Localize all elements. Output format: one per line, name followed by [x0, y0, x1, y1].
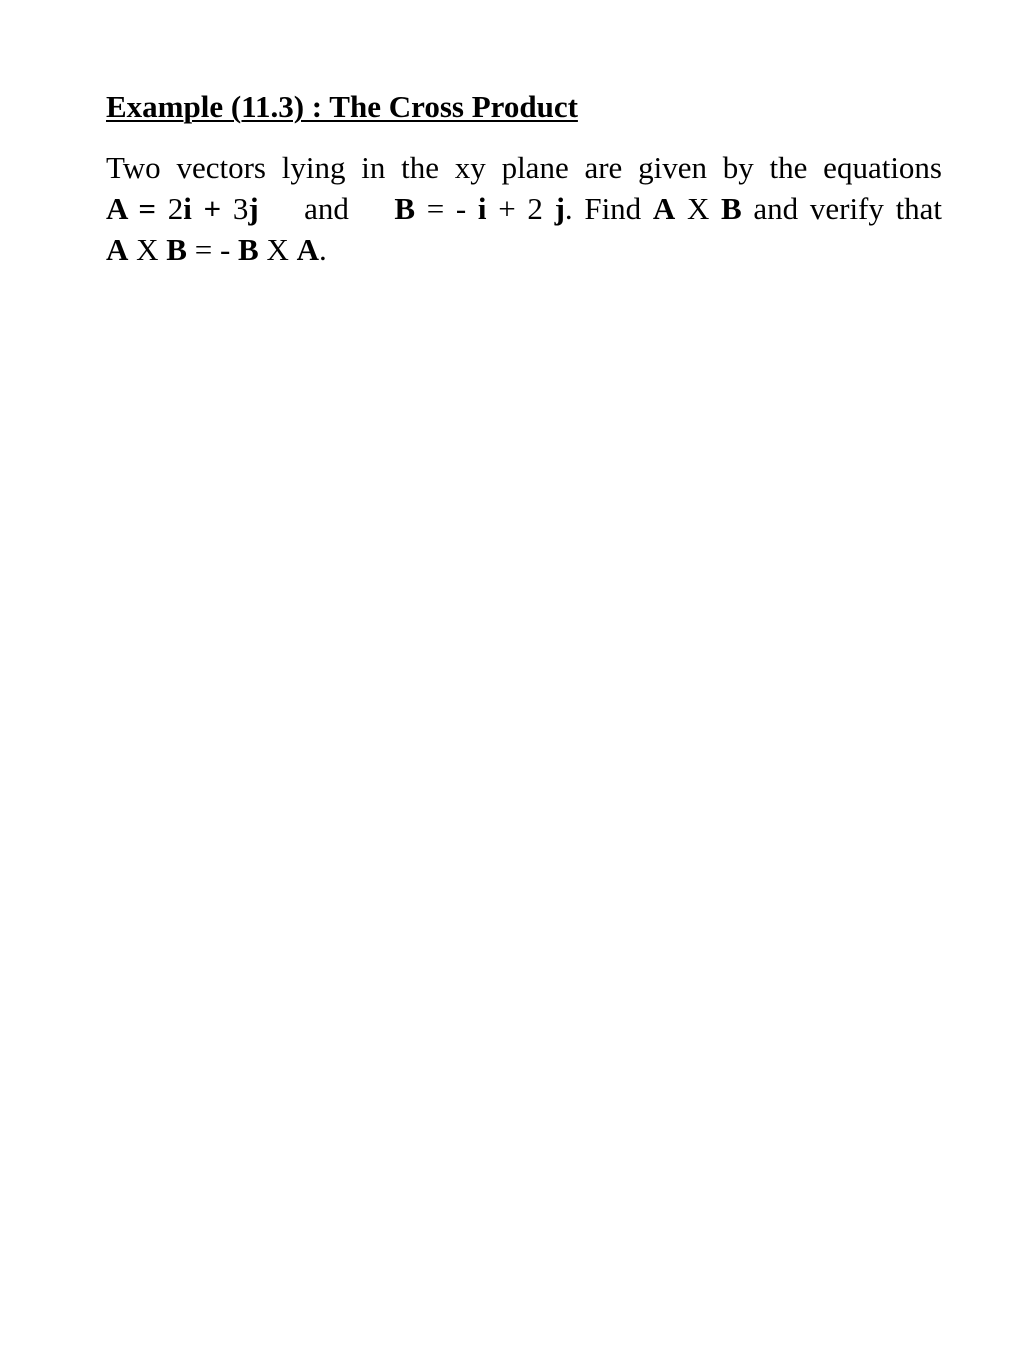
- cross-symbol: X: [675, 191, 722, 226]
- cross-symbol: X: [258, 232, 297, 267]
- plus-sign: +: [191, 191, 233, 226]
- vector-b-symbol: B: [721, 191, 742, 226]
- and-word: and: [304, 191, 349, 226]
- statement-line-1: Two vectors lying in the xy plane are given by the equations: [106, 150, 942, 185]
- vector-a-symbol: A: [106, 232, 129, 267]
- vector-b-symbol: B: [166, 232, 187, 267]
- document-page: [106, 86, 942, 270]
- unit-vector-j: j: [248, 191, 259, 226]
- unit-vector-i: i: [477, 191, 487, 226]
- problem-statement: [106, 147, 942, 270]
- find-text: . Find: [564, 191, 653, 226]
- statement-line-2: [106, 188, 942, 229]
- unit-vector-i: i: [183, 191, 192, 226]
- vector-a-symbol: A: [106, 191, 127, 226]
- vector-a-symbol: A: [296, 232, 319, 267]
- equals-sign: =: [126, 191, 168, 226]
- equals-minus: = -: [415, 191, 478, 226]
- verify-text: and verify that: [741, 191, 943, 226]
- coefficient-2: 2: [167, 191, 184, 226]
- unit-vector-j: j: [554, 191, 565, 226]
- cross-symbol: X: [128, 232, 167, 267]
- plus-two: + 2: [486, 191, 555, 226]
- vector-b-symbol: B: [394, 191, 415, 226]
- vector-a-symbol: A: [652, 191, 676, 226]
- statement-line-3: [106, 229, 942, 270]
- coefficient-3: 3: [232, 191, 249, 226]
- vector-b-symbol: B: [238, 232, 259, 267]
- period: .: [319, 232, 327, 267]
- example-title: Example (11.3) : The Cross Product: [106, 89, 578, 124]
- equals-minus: = -: [186, 232, 239, 267]
